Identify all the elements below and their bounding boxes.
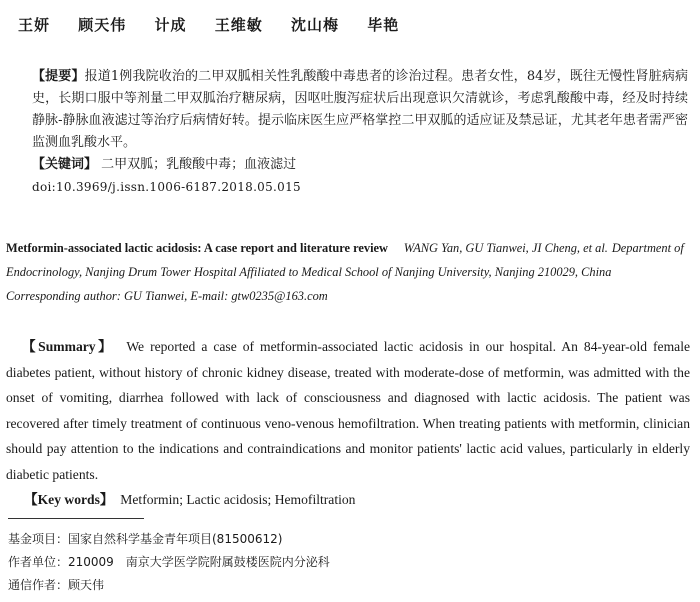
author-name: 毕艳 [367,16,400,34]
corresponding-author: Corresponding author: GU Tianwei, E-mail: gtw0235@163.com [6,289,328,303]
summary-label: 【Summary】 [22,339,115,354]
summary-paragraph [6,334,690,487]
doi: doi:10.3969/j.issn.1006-6187.2018.05.015 [32,180,301,194]
author-name: 沈山梅 [291,16,340,34]
author-name: 王维敏 [214,16,263,34]
english-affiliation: Department of Endocrinology, Nanjing Drum Tower Hospital Affiliated to Medical School of Nanjing University, Nanjing 210029, China [6,241,684,279]
chinese-abstract [8,66,688,198]
keywords-label: 【关键词】 [32,157,98,172]
english-summary [6,334,690,513]
english-title-block [6,236,690,308]
author-name: 计成 [154,16,187,34]
affiliation-note: 作者单位：210009 南京大学医学院附属鼓楼医院内分泌科 [8,555,330,569]
english-authors: WANG Yan, GU Tianwei, JI Cheng, et al. [403,241,608,255]
footnotes [8,528,688,597]
author-name: 顾天伟 [78,16,127,34]
abstract-paragraph [8,66,688,154]
english-keywords-text: Metformin; Lactic acidosis; Hemofiltration [120,492,356,507]
abstract-text: 报道1例我院收治的二甲双胍相关性乳酸酸中毒患者的诊治过程。患者女性，84岁，既往无慢性肾脏病病史，长期口服中等剂量二甲双胍治疗糖尿病，因呕吐腹泻症状后出现意识欠清就诊，考虑乳酸酸中毒，经及时持续静脉-静脉血液滤过等治疗后病情好转。提示临床医生应严格掌控二甲双胍的适应证及禁忌证，尤其老年患者需严密监测血乳酸水平。 [32,69,688,150]
footnote-divider [8,518,144,519]
fund-note: 基金项目：国家自然科学基金青年项目(81500612) [8,532,283,546]
author-list [18,14,421,35]
abstract-label: 【提要】 [32,69,85,84]
keywords-line [8,154,688,176]
english-keywords-label: 【Key words】 [24,492,114,507]
english-keywords-line [6,487,690,513]
corresponding-note: 通信作者：顾天伟 [8,578,105,592]
author-name: 王妍 [18,16,51,34]
summary-text: We reported a case of metformin-associated lactic acidosis in our hospital. An 84-year-old female diabetes patient, without history of chronic kidney disease, treated with moderate-dose of metformin, was admitted with the onset of vomiting, diarrhea followed with lack of consciousness and diagnosed with lactic acidosis. The patient was recovered after timely treatment of continuous veno-venous hemofiltration. When treating patients with metformin, clinician should pay attention to the indications and contraindications and monitor patients' lactic acid values, particularly in elderly diabetic patients. [6,339,690,482]
english-title: Metformin-associated lactic acidosis: A case report and literature review [6,241,388,255]
keywords-text: 二甲双胍；乳酸酸中毒；血液滤过 [101,157,297,172]
